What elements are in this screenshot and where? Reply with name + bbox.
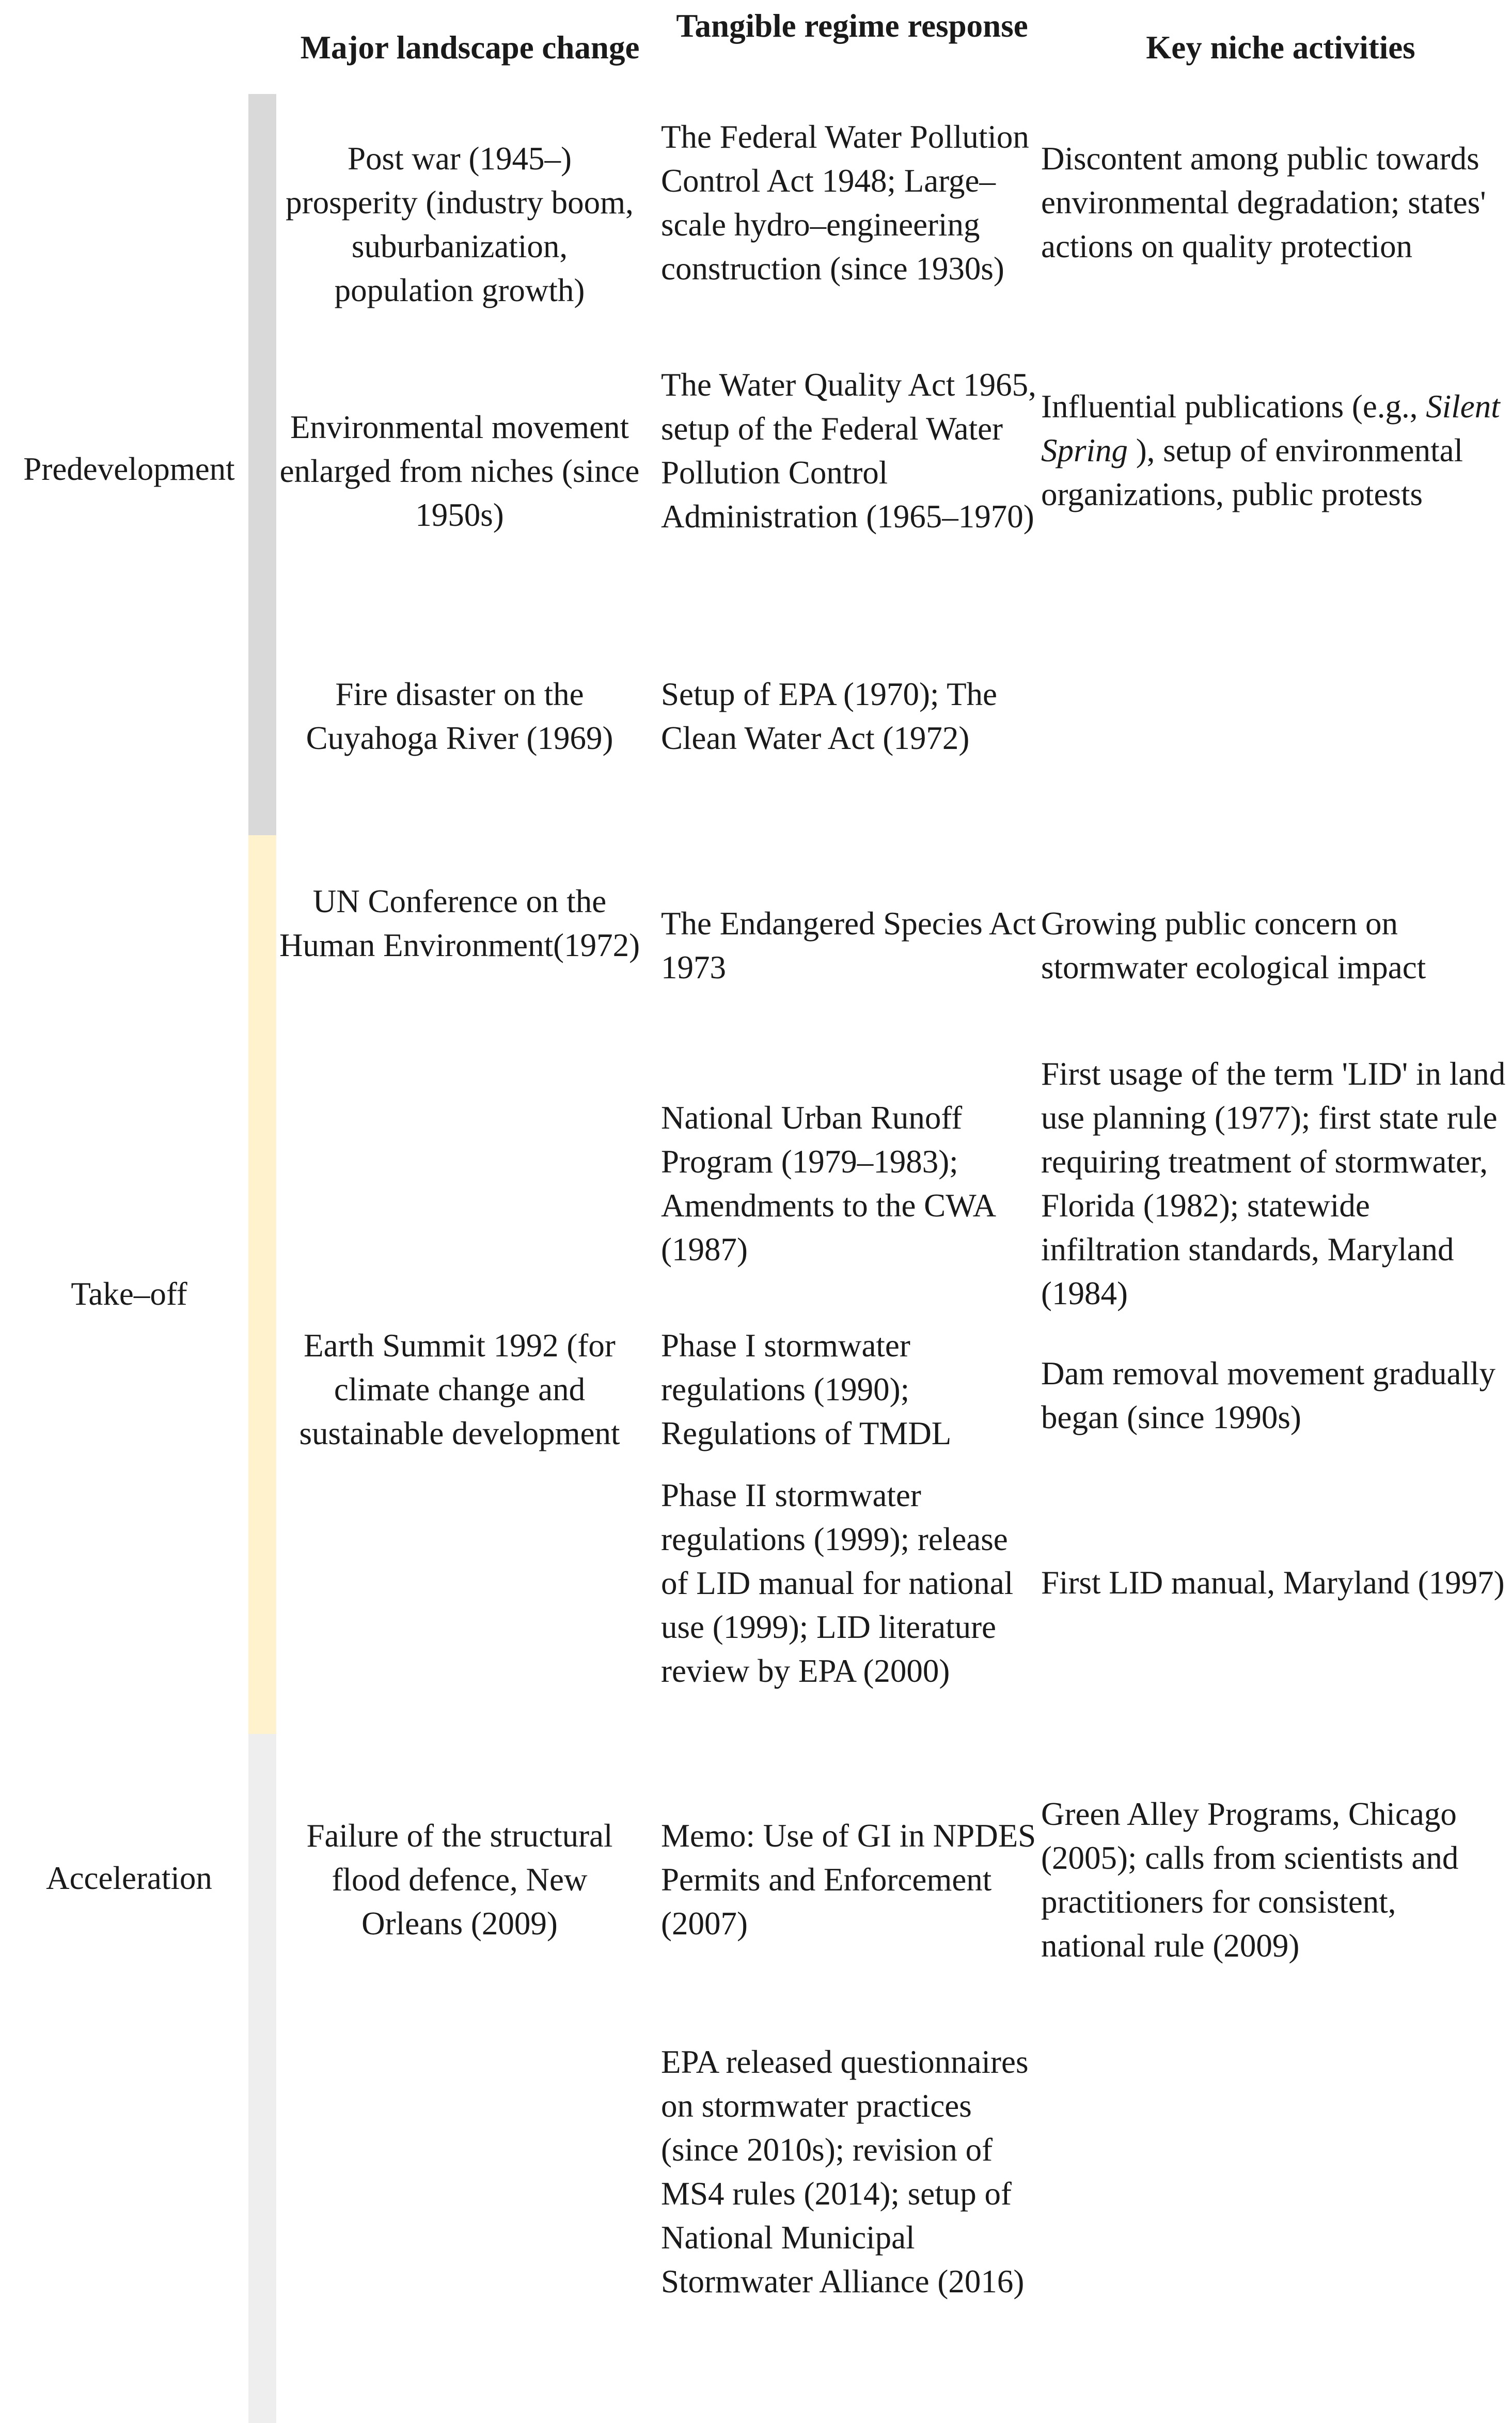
landscape-item: Earth Summit 1992 (for climate change and sustainable development xyxy=(299,1327,620,1451)
niche-item: Discontent among public towards environmental degradation; states' actions on quality protection xyxy=(1041,140,1486,264)
header-regime: Tangible regime response xyxy=(676,8,1028,44)
header-niche: Key niche activities xyxy=(1146,29,1415,66)
landscape-item: UN Conference on the Human Environment(1972) xyxy=(279,883,640,963)
regime-item: The Endangered Species Act 1973 xyxy=(661,905,1036,986)
niche-book-title: Silent Spring xyxy=(1041,388,1500,468)
niche-item: First usage of the term 'LID' in land use planning (1977); first state rule requiring treatment of stormwater, Florida (1982); statewide infiltration standards, Maryland (1984) xyxy=(1041,1056,1506,1311)
regime-item: Phase I stormwater regulations (1990); Regulations of TMDL xyxy=(661,1327,952,1451)
niche-item: Green Alley Programs, Chicago (2005); calls from scientists and practitioners for consistent, national rule (2009) xyxy=(1041,1796,1459,1964)
landscape-item: Failure of the structural flood defence, New Orleans (2009) xyxy=(306,1818,613,1942)
landscape-item: Fire disaster on the Cuyahoga River (1969) xyxy=(306,676,613,756)
stage-label-acceleration: Acceleration xyxy=(46,1860,212,1896)
landscape-item: Environmental movement enlarged from niches (since 1950s) xyxy=(279,409,640,533)
niche-item: Growing public concern on stormwater ecological impact xyxy=(1041,905,1426,986)
regime-item: National Urban Runoff Program (1979–1983); Amendments to the CWA (1987) xyxy=(661,1100,995,1268)
niche-text: ), setup of environmental organizations, public protests xyxy=(1041,432,1463,512)
niche-item: First LID manual, Maryland (1997) xyxy=(1041,1565,1505,1601)
header-landscape: Major landscape change xyxy=(300,29,640,66)
regime-item: The Federal Water Pollution Control Act 1948; Large–scale hydro–engineering construction (since 1930s) xyxy=(661,119,1029,287)
regime-item: Phase II stormwater regulations (1999); release of LID manual for national use (1999); LID literature review by EPA (2000) xyxy=(661,1477,1014,1689)
niche-text: Influential publications (e.g., xyxy=(1041,388,1426,425)
regime-item: The Water Quality Act 1965, setup of the Federal Water Pollution Control Administration (1965–1970) xyxy=(661,367,1036,535)
stage-label-takeoff: Take–off xyxy=(71,1276,187,1312)
niche-item xyxy=(1041,385,1506,517)
regime-item: Memo: Use of GI in NPDES Permits and Enforcement (2007) xyxy=(661,1818,1036,1942)
niche-item: Dam removal movement gradually began (since 1990s) xyxy=(1041,1355,1495,1435)
stage-label-predevelopment: Predevelopment xyxy=(23,451,235,487)
landscape-item: Post war (1945–) prosperity (industry boom, suburbanization, population growth) xyxy=(286,140,634,308)
regime-item: EPA released questionnaires on stormwater practices (since 2010s); revision of MS4 rules (2014); setup of National Municipal Stormwater Alliance (2016) xyxy=(661,2044,1029,2300)
regime-item: Setup of EPA (1970); The Clean Water Act (1972) xyxy=(661,676,998,756)
stage-bar-acceleration xyxy=(248,1734,276,2423)
